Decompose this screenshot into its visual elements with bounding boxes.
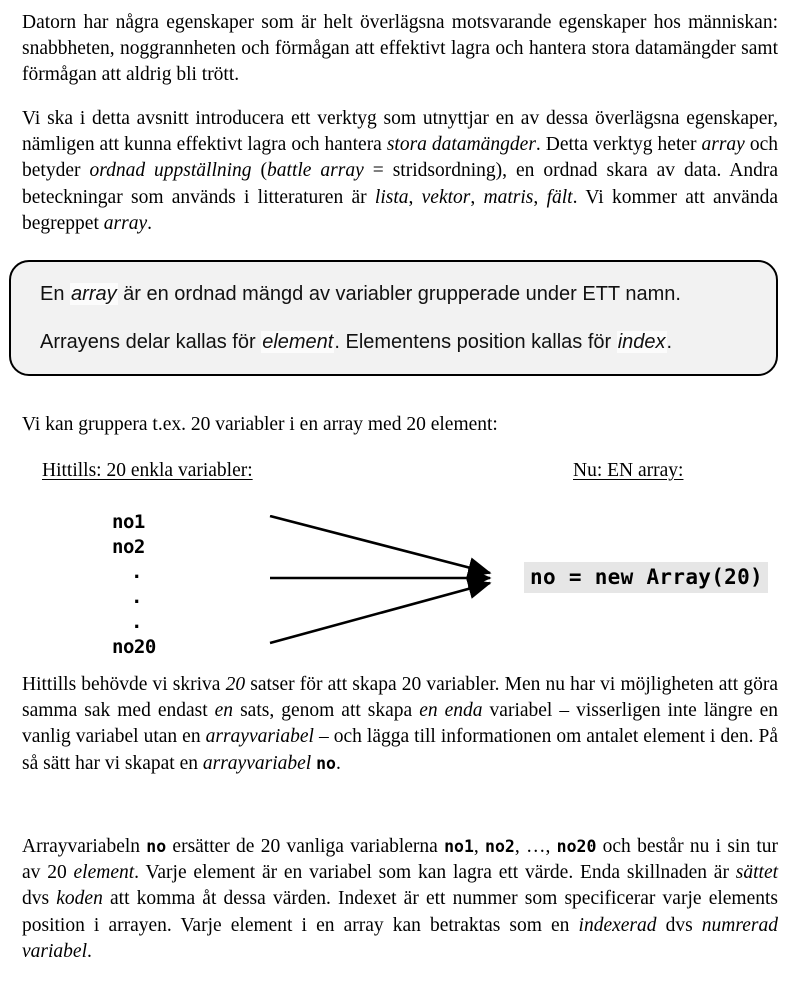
inline-code-no20: no20 bbox=[556, 837, 597, 856]
text-segment: . Detta verktyg heter bbox=[535, 134, 702, 156]
emphasis-sattet: sättet bbox=[735, 862, 779, 884]
diagram-heading-left: Hittills: 20 enkla variabler: bbox=[42, 460, 253, 481]
inline-code-no2: no2 bbox=[485, 837, 515, 856]
inline-code-no: no bbox=[146, 837, 167, 856]
text-segment: och består nu i sin tur av 20 bbox=[22, 836, 778, 884]
emphasis-array: array bbox=[701, 134, 745, 156]
text-segment: dvs bbox=[656, 914, 702, 936]
list-item: no2 bbox=[112, 536, 145, 558]
text-segment: satser för att skapa 20 variabler. Men nu har vi möjligheten att göra samma sak med endast bbox=[22, 674, 779, 722]
list-item: no1 bbox=[112, 511, 145, 533]
list-item-ellipsis: . bbox=[131, 611, 143, 633]
text-segment: och betyder bbox=[22, 134, 778, 182]
text-segment: att komma åt dessa värden. Indexet är ett nummer som specificerar varje elements position i arrayen. Varje element i en array kan betraktas som en bbox=[22, 888, 779, 936]
highlight-term-index: index bbox=[617, 331, 666, 353]
text-segment: . bbox=[666, 331, 673, 353]
variable-list bbox=[112, 510, 232, 660]
emphasis-element: element bbox=[73, 862, 135, 884]
text-segment: Arrayens delar kallas för bbox=[40, 331, 262, 353]
emphasis-en: en bbox=[214, 700, 234, 722]
list-item: no20 bbox=[112, 636, 156, 658]
emphasis-koden: koden bbox=[56, 888, 103, 910]
text-segment: . bbox=[147, 212, 152, 234]
emphasis-arrayvariabel: arrayvariabel bbox=[205, 726, 314, 748]
emphasis-arrayvariabel-2: arrayvariabel bbox=[202, 752, 312, 774]
arrow-bottom bbox=[270, 583, 490, 643]
paragraph-array-introduction bbox=[22, 106, 778, 237]
paragraph-final bbox=[22, 834, 778, 965]
text-segment: . bbox=[86, 940, 92, 962]
emphasis-numrerad-variabel: numrerad variabel bbox=[22, 914, 778, 962]
paragraph-intro-text: Datorn har några egenskaper som är helt överlägsna motsvarande egenskaper hos människan: snabbheten, noggrannheten och förmågan att effektivt lagra och hantera stora datamängder samt förmågan att aldrig bli trött. bbox=[22, 12, 778, 86]
emphasis-ordnad-uppstallning: ordnad uppställning bbox=[89, 160, 252, 182]
emphasis-battle-array: battle array bbox=[267, 160, 364, 182]
definition-callout-box bbox=[9, 260, 778, 376]
inline-code-no1: no1 bbox=[444, 837, 474, 856]
text-segment: . Elementens position kallas för bbox=[334, 331, 617, 353]
text-segment: , …, bbox=[514, 836, 557, 857]
emphasis-indexerad: indexerad bbox=[578, 914, 657, 936]
text-segment: ersätter de 20 vanliga variablerna bbox=[166, 836, 445, 857]
text-segment: variabel – visserligen inte längre en vanlig variabel utan en bbox=[22, 700, 778, 748]
code-statement: no = new Array(20) bbox=[524, 562, 768, 593]
text-segment: – och lägga till informationen om antalet element i den. På så sätt har vi skapat en bbox=[22, 726, 779, 774]
emphasis-array-2: array bbox=[103, 212, 148, 234]
text-segment: . Vi kommer att använda begreppet bbox=[22, 186, 778, 234]
inline-code-no: no bbox=[316, 753, 336, 773]
convergence-arrows bbox=[260, 515, 510, 660]
text-segment: , bbox=[533, 186, 547, 208]
list-item-ellipsis: . bbox=[131, 586, 143, 608]
definition-line-1 bbox=[40, 283, 681, 306]
text-segment: . bbox=[335, 752, 341, 774]
text-segment: Arrayvariabeln bbox=[22, 836, 147, 857]
text-segment: , bbox=[473, 836, 486, 857]
emphasis-20: 20 bbox=[225, 674, 246, 695]
emphasis-stora-datamangder: stora datamängder bbox=[386, 134, 536, 156]
text-segment: Hittills behövde vi skriva bbox=[22, 674, 226, 695]
text-segment: = stridsordning), en ordnad skara av data. Andra beteckningar som används i litteraturen är bbox=[22, 160, 778, 208]
text-segment: Vi ska i detta avsnitt introducera ett verktyg som utnyttjar en av dessa överlägsna egenskaper, nämligen att kunna effektivt lagra och hantera bbox=[22, 108, 778, 156]
emphasis-lista: lista bbox=[374, 186, 409, 208]
paragraph-grouping-text: Vi kan gruppera t.ex. 20 variabler i en array med 20 element: bbox=[22, 414, 498, 435]
highlight-term-array: array bbox=[71, 283, 117, 305]
paragraph-intro bbox=[22, 10, 778, 89]
emphasis-en-enda: en enda bbox=[419, 700, 483, 722]
emphasis-matris: matris bbox=[483, 186, 534, 208]
list-item-ellipsis: . bbox=[131, 561, 143, 583]
text-segment: . Varje element är en variabel som kan lagra ett värde. Enda skillnaden är bbox=[134, 862, 736, 884]
text-segment: En bbox=[40, 283, 71, 305]
text-segment: ( bbox=[251, 160, 268, 182]
diagram-heading-right: Nu: EN array: bbox=[573, 460, 684, 481]
array-diagram bbox=[0, 400, 800, 670]
emphasis-falt: fält bbox=[546, 186, 573, 208]
text-segment: , bbox=[470, 186, 484, 208]
emphasis-vektor: vektor bbox=[421, 186, 471, 208]
highlight-term-element: element bbox=[262, 331, 334, 353]
text-segment: , bbox=[408, 186, 422, 208]
arrow-top bbox=[270, 516, 490, 573]
text-segment: dvs bbox=[22, 888, 57, 910]
paragraph-explanation bbox=[22, 672, 778, 777]
definition-line-2 bbox=[40, 331, 672, 354]
text-segment: sats, genom att skapa bbox=[233, 700, 420, 722]
text-segment: är en ordnad mängd av variabler grupperade under ETT namn. bbox=[117, 283, 681, 305]
